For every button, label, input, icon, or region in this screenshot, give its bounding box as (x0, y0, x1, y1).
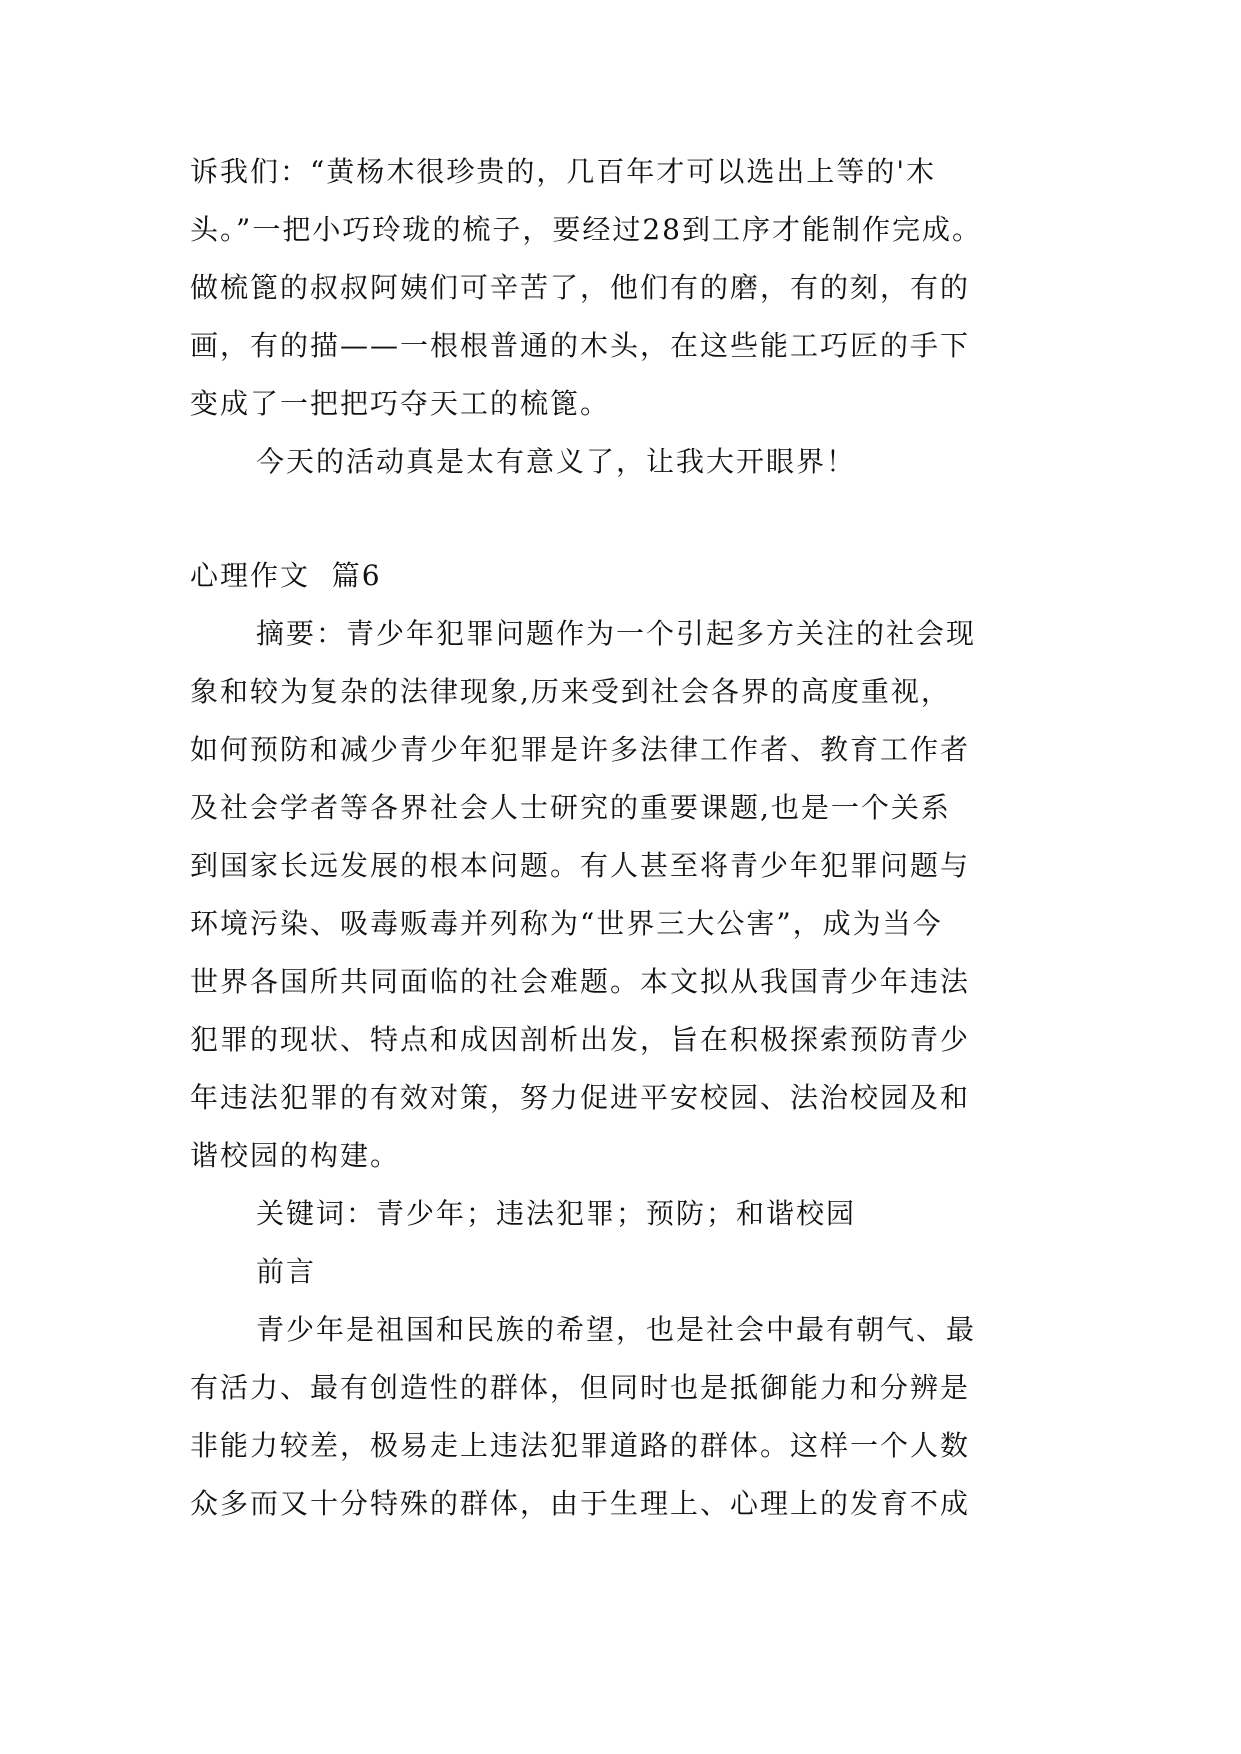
abstract-line: 犯罪的现状、特点和成因剖析出发，旨在积极探索预防青少 (190, 1023, 971, 1056)
abstract-line: 谐校园的构建。 (190, 1139, 401, 1172)
preface-line: 青少年是祖国和民族的希望，也是社会中最有朝气、最 (256, 1313, 977, 1346)
closing-line: 今天的活动真是太有意义了，让我大开眼界！ (256, 445, 857, 478)
preface-line: 有活力、最有创造性的群体，但同时也是抵御能力和分辨是 (190, 1371, 971, 1404)
abstract-line: 到国家长远发展的根本问题。有人甚至将青少年犯罪问题与 (190, 849, 971, 882)
text-line: 画，有的描——一根根普通的木头，在这些能工巧匠的手下 (190, 329, 971, 362)
abstract-line: 摘要：青少年犯罪问题作为一个引起多方关注的社会现 (256, 617, 977, 650)
text-line: 头。”一把小巧玲珑的梳子，要经过28到工序才能制作完成。 (190, 213, 982, 246)
section-title: 心理作文 篇6 (190, 559, 382, 592)
text-line: 诉我们：“黄杨木很珍贵的，几百年才可以选出上等的'木 (190, 155, 937, 188)
abstract-line: 年违法犯罪的有效对策，努力促进平安校园、法治校园及和 (190, 1081, 971, 1114)
preface-line: 非能力较差，极易走上违法犯罪道路的群体。这样一个人数 (190, 1429, 971, 1462)
abstract-line: 及社会学者等各界社会人士研究的重要课题,也是一个关系 (190, 791, 951, 824)
abstract-line: 环境污染、吸毒贩毒并列称为“世界三大公害”，成为当今 (190, 907, 943, 940)
preface-line: 众多而又十分特殊的群体，由于生理上、心理上的发育不成 (190, 1487, 971, 1520)
abstract-line: 世界各国所共同面临的社会难题。本文拟从我国青少年违法 (190, 965, 971, 998)
preface-heading: 前言 (256, 1255, 317, 1288)
abstract-line: 如何预防和减少青少年犯罪是许多法律工作者、教育工作者 (190, 733, 971, 766)
abstract-line: 象和较为复杂的法律现象,历来受到社会各界的高度重视， (190, 675, 951, 708)
text-line: 变成了一把把巧夺天工的梳篦。 (190, 387, 611, 420)
text-line: 做梳篦的叔叔阿姨们可辛苦了，他们有的磨，有的刻，有的 (190, 271, 971, 304)
keywords-line: 关键词：青少年；违法犯罪；预防；和谐校园 (256, 1197, 857, 1230)
